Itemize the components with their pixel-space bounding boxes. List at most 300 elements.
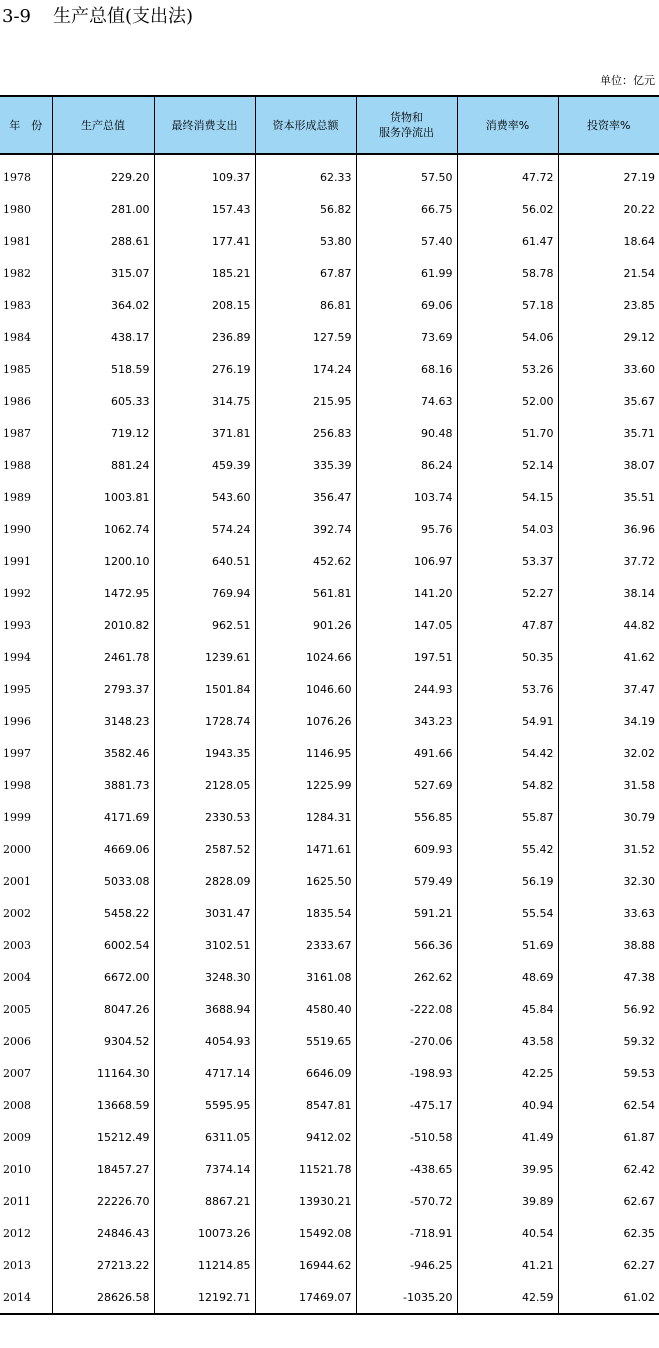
cell-gdp: 6002.54 (52, 929, 154, 961)
cell-consumption-rate: 61.47 (457, 225, 558, 257)
cell-gdp: 719.12 (52, 417, 154, 449)
cell-investment-rate: 62.42 (558, 1153, 659, 1185)
cell-gdp: 881.24 (52, 449, 154, 481)
table-row (0, 513, 659, 545)
cell-year: 2002 (3, 906, 31, 920)
cell-year: 1988 (3, 458, 31, 472)
cell-consumption-rate: 54.91 (457, 705, 558, 737)
table-row (0, 1153, 659, 1185)
cell-capital-formation: 215.95 (255, 385, 356, 417)
table-row (0, 609, 659, 641)
cell-capital-formation: 127.59 (255, 321, 356, 353)
cell-net-exports: -475.17 (356, 1089, 457, 1121)
cell-final-consumption: 11214.85 (154, 1249, 255, 1281)
cell-gdp: 229.20 (52, 154, 154, 193)
cell-net-exports: -438.65 (356, 1153, 457, 1185)
header-final-consumption: 最终消费支出 (154, 96, 255, 154)
cell-year: 2001 (3, 874, 31, 888)
cell-year: 1992 (3, 586, 31, 600)
cell-final-consumption: 12192.71 (154, 1281, 255, 1314)
cell-year: 2013 (3, 1258, 31, 1272)
cell-gdp: 9304.52 (52, 1025, 154, 1057)
cell-gdp: 27213.22 (52, 1249, 154, 1281)
cell-capital-formation: 335.39 (255, 449, 356, 481)
cell-consumption-rate: 39.89 (457, 1185, 558, 1217)
cell-consumption-rate: 54.06 (457, 321, 558, 353)
cell-consumption-rate: 57.18 (457, 289, 558, 321)
cell-net-exports: 262.62 (356, 961, 457, 993)
cell-net-exports: 527.69 (356, 769, 457, 801)
cell-final-consumption: 3248.30 (154, 961, 255, 993)
cell-year: 2010 (3, 1162, 31, 1176)
table-row (0, 417, 659, 449)
cell-consumption-rate: 41.21 (457, 1249, 558, 1281)
cell-net-exports: 61.99 (356, 257, 457, 289)
cell-final-consumption: 157.43 (154, 193, 255, 225)
page-title (2, 4, 193, 30)
cell-final-consumption: 10073.26 (154, 1217, 255, 1249)
cell-year: 1990 (3, 522, 31, 536)
cell-year: 2012 (3, 1226, 31, 1240)
cell-capital-formation: 15492.08 (255, 1217, 356, 1249)
cell-year: 1995 (3, 682, 31, 696)
cell-capital-formation: 1835.54 (255, 897, 356, 929)
cell-capital-formation: 256.83 (255, 417, 356, 449)
cell-year: 1987 (3, 426, 31, 440)
cell-gdp: 1003.81 (52, 481, 154, 513)
cell-gdp: 4669.06 (52, 833, 154, 865)
cell-investment-rate: 38.14 (558, 577, 659, 609)
cell-year: 1978 (3, 170, 31, 184)
cell-investment-rate: 38.88 (558, 929, 659, 961)
cell-final-consumption: 109.37 (154, 154, 255, 193)
cell-consumption-rate: 52.14 (457, 449, 558, 481)
cell-final-consumption: 4054.93 (154, 1025, 255, 1057)
cell-year: 1980 (3, 202, 31, 216)
cell-final-consumption: 371.81 (154, 417, 255, 449)
cell-investment-rate: 32.02 (558, 737, 659, 769)
cell-consumption-rate: 40.54 (457, 1217, 558, 1249)
table-row (0, 449, 659, 481)
cell-final-consumption: 8867.21 (154, 1185, 255, 1217)
table-row (0, 865, 659, 897)
cell-final-consumption: 7374.14 (154, 1153, 255, 1185)
cell-net-exports: 197.51 (356, 641, 457, 673)
cell-year: 1984 (3, 330, 31, 344)
cell-net-exports: 57.40 (356, 225, 457, 257)
cell-gdp: 18457.27 (52, 1153, 154, 1185)
cell-net-exports: -198.93 (356, 1057, 457, 1089)
cell-capital-formation: 356.47 (255, 481, 356, 513)
cell-capital-formation: 1024.66 (255, 641, 356, 673)
cell-year: 2007 (3, 1066, 31, 1080)
table-row (0, 929, 659, 961)
cell-net-exports: -510.58 (356, 1121, 457, 1153)
table-row (0, 545, 659, 577)
cell-year: 1994 (3, 650, 31, 664)
cell-investment-rate: 35.67 (558, 385, 659, 417)
table-row (0, 993, 659, 1025)
cell-net-exports: 609.93 (356, 833, 457, 865)
cell-year: 1993 (3, 618, 31, 632)
cell-capital-formation: 1284.31 (255, 801, 356, 833)
cell-final-consumption: 177.41 (154, 225, 255, 257)
cell-consumption-rate: 48.69 (457, 961, 558, 993)
cell-net-exports: 86.24 (356, 449, 457, 481)
cell-gdp: 3881.73 (52, 769, 154, 801)
cell-year: 1983 (3, 298, 31, 312)
cell-year: 1986 (3, 394, 31, 408)
cell-final-consumption: 2828.09 (154, 865, 255, 897)
cell-year: 1981 (3, 234, 31, 248)
cell-final-consumption: 1943.35 (154, 737, 255, 769)
cell-final-consumption: 185.21 (154, 257, 255, 289)
cell-final-consumption: 3031.47 (154, 897, 255, 929)
cell-consumption-rate: 42.59 (457, 1281, 558, 1314)
cell-gdp: 281.00 (52, 193, 154, 225)
table-row (0, 321, 659, 353)
cell-year: 2008 (3, 1098, 31, 1112)
table-row (0, 897, 659, 929)
cell-net-exports: 90.48 (356, 417, 457, 449)
cell-final-consumption: 640.51 (154, 545, 255, 577)
table-row (0, 1089, 659, 1121)
cell-net-exports: 141.20 (356, 577, 457, 609)
cell-consumption-rate: 52.00 (457, 385, 558, 417)
cell-capital-formation: 561.81 (255, 577, 356, 609)
cell-year: 1982 (3, 266, 31, 280)
cell-gdp: 11164.30 (52, 1057, 154, 1089)
cell-final-consumption: 1501.84 (154, 673, 255, 705)
cell-year: 2009 (3, 1130, 31, 1144)
cell-consumption-rate: 47.87 (457, 609, 558, 641)
cell-net-exports: -718.91 (356, 1217, 457, 1249)
cell-final-consumption: 769.94 (154, 577, 255, 609)
cell-investment-rate: 37.47 (558, 673, 659, 705)
cell-gdp: 8047.26 (52, 993, 154, 1025)
cell-capital-formation: 9412.02 (255, 1121, 356, 1153)
cell-consumption-rate: 54.15 (457, 481, 558, 513)
cell-year: 2000 (3, 842, 31, 856)
cell-year: 1997 (3, 746, 31, 760)
cell-gdp: 6672.00 (52, 961, 154, 993)
cell-final-consumption: 276.19 (154, 353, 255, 385)
cell-investment-rate: 56.92 (558, 993, 659, 1025)
cell-investment-rate: 62.67 (558, 1185, 659, 1217)
cell-investment-rate: 62.27 (558, 1249, 659, 1281)
cell-capital-formation: 17469.07 (255, 1281, 356, 1314)
cell-capital-formation: 392.74 (255, 513, 356, 545)
table-row (0, 705, 659, 737)
cell-capital-formation: 53.80 (255, 225, 356, 257)
cell-year: 2003 (3, 938, 31, 952)
cell-year: 1989 (3, 490, 31, 504)
cell-gdp: 315.07 (52, 257, 154, 289)
cell-capital-formation: 901.26 (255, 609, 356, 641)
cell-investment-rate: 20.22 (558, 193, 659, 225)
cell-net-exports: 69.06 (356, 289, 457, 321)
cell-consumption-rate: 55.87 (457, 801, 558, 833)
cell-consumption-rate: 54.42 (457, 737, 558, 769)
cell-net-exports: 566.36 (356, 929, 457, 961)
bottom-rule (0, 1314, 659, 1315)
table-row (0, 801, 659, 833)
cell-final-consumption: 574.24 (154, 513, 255, 545)
table-row (0, 154, 659, 193)
cell-consumption-rate: 52.27 (457, 577, 558, 609)
cell-net-exports: 74.63 (356, 385, 457, 417)
cell-net-exports: -270.06 (356, 1025, 457, 1057)
cell-gdp: 5458.22 (52, 897, 154, 929)
table-row (0, 1281, 659, 1314)
cell-consumption-rate: 40.94 (457, 1089, 558, 1121)
cell-investment-rate: 61.87 (558, 1121, 659, 1153)
cell-final-consumption: 2330.53 (154, 801, 255, 833)
cell-consumption-rate: 51.69 (457, 929, 558, 961)
cell-final-consumption: 1239.61 (154, 641, 255, 673)
cell-net-exports: -222.08 (356, 993, 457, 1025)
cell-consumption-rate: 56.02 (457, 193, 558, 225)
cell-year: 2005 (3, 1002, 31, 1016)
cell-capital-formation: 1146.95 (255, 737, 356, 769)
cell-consumption-rate: 41.49 (457, 1121, 558, 1153)
cell-investment-rate: 59.53 (558, 1057, 659, 1089)
table-row (0, 225, 659, 257)
table-row (0, 385, 659, 417)
header-investment-rate: 投资率% (558, 96, 659, 154)
cell-investment-rate: 38.07 (558, 449, 659, 481)
table-header-row (0, 96, 659, 154)
cell-net-exports: -570.72 (356, 1185, 457, 1217)
cell-final-consumption: 314.75 (154, 385, 255, 417)
table-row (0, 289, 659, 321)
header-consumption-rate: 消费率% (457, 96, 558, 154)
cell-consumption-rate: 53.76 (457, 673, 558, 705)
table-title: 生产总值(支出法) (53, 6, 194, 27)
header-gdp: 生产总值 (52, 96, 154, 154)
cell-final-consumption: 459.39 (154, 449, 255, 481)
cell-investment-rate: 34.19 (558, 705, 659, 737)
cell-investment-rate: 44.82 (558, 609, 659, 641)
cell-year: 1998 (3, 778, 31, 792)
cell-net-exports: 68.16 (356, 353, 457, 385)
cell-final-consumption: 208.15 (154, 289, 255, 321)
cell-final-consumption: 543.60 (154, 481, 255, 513)
unit-label: 单位：亿元 (600, 74, 655, 87)
cell-investment-rate: 41.62 (558, 641, 659, 673)
cell-year: 1991 (3, 554, 31, 568)
cell-investment-rate: 47.38 (558, 961, 659, 993)
table-body (0, 154, 659, 1314)
cell-net-exports: 343.23 (356, 705, 457, 737)
cell-consumption-rate: 47.72 (457, 154, 558, 193)
cell-net-exports: 556.85 (356, 801, 457, 833)
cell-consumption-rate: 51.70 (457, 417, 558, 449)
cell-capital-formation: 62.33 (255, 154, 356, 193)
cell-investment-rate: 21.54 (558, 257, 659, 289)
table-row (0, 1217, 659, 1249)
table-row (0, 1185, 659, 1217)
cell-consumption-rate: 43.58 (457, 1025, 558, 1057)
cell-final-consumption: 6311.05 (154, 1121, 255, 1153)
cell-consumption-rate: 50.35 (457, 641, 558, 673)
cell-investment-rate: 30.79 (558, 801, 659, 833)
cell-capital-formation: 11521.78 (255, 1153, 356, 1185)
cell-net-exports: 103.74 (356, 481, 457, 513)
cell-gdp: 28626.58 (52, 1281, 154, 1314)
cell-investment-rate: 31.58 (558, 769, 659, 801)
cell-year: 1996 (3, 714, 31, 728)
cell-final-consumption: 3688.94 (154, 993, 255, 1025)
cell-consumption-rate: 54.82 (457, 769, 558, 801)
cell-investment-rate: 33.60 (558, 353, 659, 385)
cell-gdp: 1062.74 (52, 513, 154, 545)
table-row (0, 673, 659, 705)
table-row (0, 961, 659, 993)
cell-investment-rate: 18.64 (558, 225, 659, 257)
table-row (0, 1249, 659, 1281)
cell-capital-formation: 174.24 (255, 353, 356, 385)
cell-gdp: 1200.10 (52, 545, 154, 577)
cell-final-consumption: 962.51 (154, 609, 255, 641)
table-row (0, 833, 659, 865)
cell-net-exports: 244.93 (356, 673, 457, 705)
cell-investment-rate: 36.96 (558, 513, 659, 545)
cell-consumption-rate: 56.19 (457, 865, 558, 897)
cell-gdp: 3148.23 (52, 705, 154, 737)
cell-capital-formation: 1225.99 (255, 769, 356, 801)
cell-net-exports: 579.49 (356, 865, 457, 897)
cell-final-consumption: 236.89 (154, 321, 255, 353)
cell-year: 1999 (3, 810, 31, 824)
cell-consumption-rate: 45.84 (457, 993, 558, 1025)
cell-year: 2004 (3, 970, 31, 984)
cell-year: 1985 (3, 362, 31, 376)
cell-investment-rate: 35.71 (558, 417, 659, 449)
table-row (0, 1057, 659, 1089)
cell-gdp: 364.02 (52, 289, 154, 321)
cell-capital-formation: 2333.67 (255, 929, 356, 961)
cell-gdp: 13668.59 (52, 1089, 154, 1121)
table-row (0, 193, 659, 225)
cell-gdp: 518.59 (52, 353, 154, 385)
cell-net-exports: 73.69 (356, 321, 457, 353)
cell-consumption-rate: 42.25 (457, 1057, 558, 1089)
table-row (0, 1025, 659, 1057)
table-row (0, 1121, 659, 1153)
cell-consumption-rate: 39.95 (457, 1153, 558, 1185)
cell-gdp: 4171.69 (52, 801, 154, 833)
cell-gdp: 1472.95 (52, 577, 154, 609)
cell-consumption-rate: 55.54 (457, 897, 558, 929)
cell-capital-formation: 6646.09 (255, 1057, 356, 1089)
cell-capital-formation: 67.87 (255, 257, 356, 289)
header-capital-formation: 资本形成总额 (255, 96, 356, 154)
table-row (0, 641, 659, 673)
table-row (0, 577, 659, 609)
cell-final-consumption: 4717.14 (154, 1057, 255, 1089)
header-year: 年 份 (0, 96, 52, 154)
cell-investment-rate: 32.30 (558, 865, 659, 897)
cell-consumption-rate: 53.26 (457, 353, 558, 385)
cell-gdp: 15212.49 (52, 1121, 154, 1153)
cell-net-exports: 491.66 (356, 737, 457, 769)
cell-final-consumption: 2128.05 (154, 769, 255, 801)
cell-investment-rate: 23.85 (558, 289, 659, 321)
cell-capital-formation: 1471.61 (255, 833, 356, 865)
gdp-expenditure-table (0, 95, 659, 1315)
cell-capital-formation: 1046.60 (255, 673, 356, 705)
table-row (0, 737, 659, 769)
cell-investment-rate: 62.54 (558, 1089, 659, 1121)
cell-gdp: 5033.08 (52, 865, 154, 897)
cell-gdp: 24846.43 (52, 1217, 154, 1249)
cell-investment-rate: 35.51 (558, 481, 659, 513)
table-row (0, 769, 659, 801)
cell-investment-rate: 61.02 (558, 1281, 659, 1314)
cell-investment-rate: 59.32 (558, 1025, 659, 1057)
cell-final-consumption: 5595.95 (154, 1089, 255, 1121)
cell-net-exports: 147.05 (356, 609, 457, 641)
cell-capital-formation: 1076.26 (255, 705, 356, 737)
cell-gdp: 438.17 (52, 321, 154, 353)
cell-year: 2014 (0, 1281, 52, 1314)
cell-capital-formation: 1625.50 (255, 865, 356, 897)
cell-consumption-rate: 54.03 (457, 513, 558, 545)
cell-gdp: 22226.70 (52, 1185, 154, 1217)
cell-gdp: 2793.37 (52, 673, 154, 705)
cell-net-exports: 95.76 (356, 513, 457, 545)
cell-capital-formation: 16944.62 (255, 1249, 356, 1281)
cell-final-consumption: 2587.52 (154, 833, 255, 865)
cell-investment-rate: 37.72 (558, 545, 659, 577)
cell-gdp: 2010.82 (52, 609, 154, 641)
cell-investment-rate: 62.35 (558, 1217, 659, 1249)
table-row (0, 353, 659, 385)
cell-consumption-rate: 55.42 (457, 833, 558, 865)
cell-investment-rate: 29.12 (558, 321, 659, 353)
cell-investment-rate: 31.52 (558, 833, 659, 865)
cell-consumption-rate: 53.37 (457, 545, 558, 577)
cell-capital-formation: 4580.40 (255, 993, 356, 1025)
cell-net-exports: -1035.20 (356, 1281, 457, 1314)
cell-investment-rate: 33.63 (558, 897, 659, 929)
cell-gdp: 288.61 (52, 225, 154, 257)
cell-consumption-rate: 58.78 (457, 257, 558, 289)
cell-final-consumption: 1728.74 (154, 705, 255, 737)
cell-net-exports: 66.75 (356, 193, 457, 225)
cell-gdp: 3582.46 (52, 737, 154, 769)
table-row (0, 481, 659, 513)
cell-final-consumption: 3102.51 (154, 929, 255, 961)
cell-gdp: 2461.78 (52, 641, 154, 673)
cell-capital-formation: 3161.08 (255, 961, 356, 993)
header-net-exports: 货物和 服务净流出 (356, 96, 457, 154)
cell-net-exports: -946.25 (356, 1249, 457, 1281)
cell-capital-formation: 8547.81 (255, 1089, 356, 1121)
cell-capital-formation: 13930.21 (255, 1185, 356, 1217)
cell-capital-formation: 86.81 (255, 289, 356, 321)
table-number: 3-9 (2, 6, 31, 27)
cell-year: 2006 (3, 1034, 31, 1048)
cell-net-exports: 106.97 (356, 545, 457, 577)
cell-gdp: 605.33 (52, 385, 154, 417)
cell-capital-formation: 452.62 (255, 545, 356, 577)
cell-investment-rate: 27.19 (558, 154, 659, 193)
cell-year: 2011 (3, 1194, 31, 1208)
cell-capital-formation: 5519.65 (255, 1025, 356, 1057)
table-row (0, 257, 659, 289)
